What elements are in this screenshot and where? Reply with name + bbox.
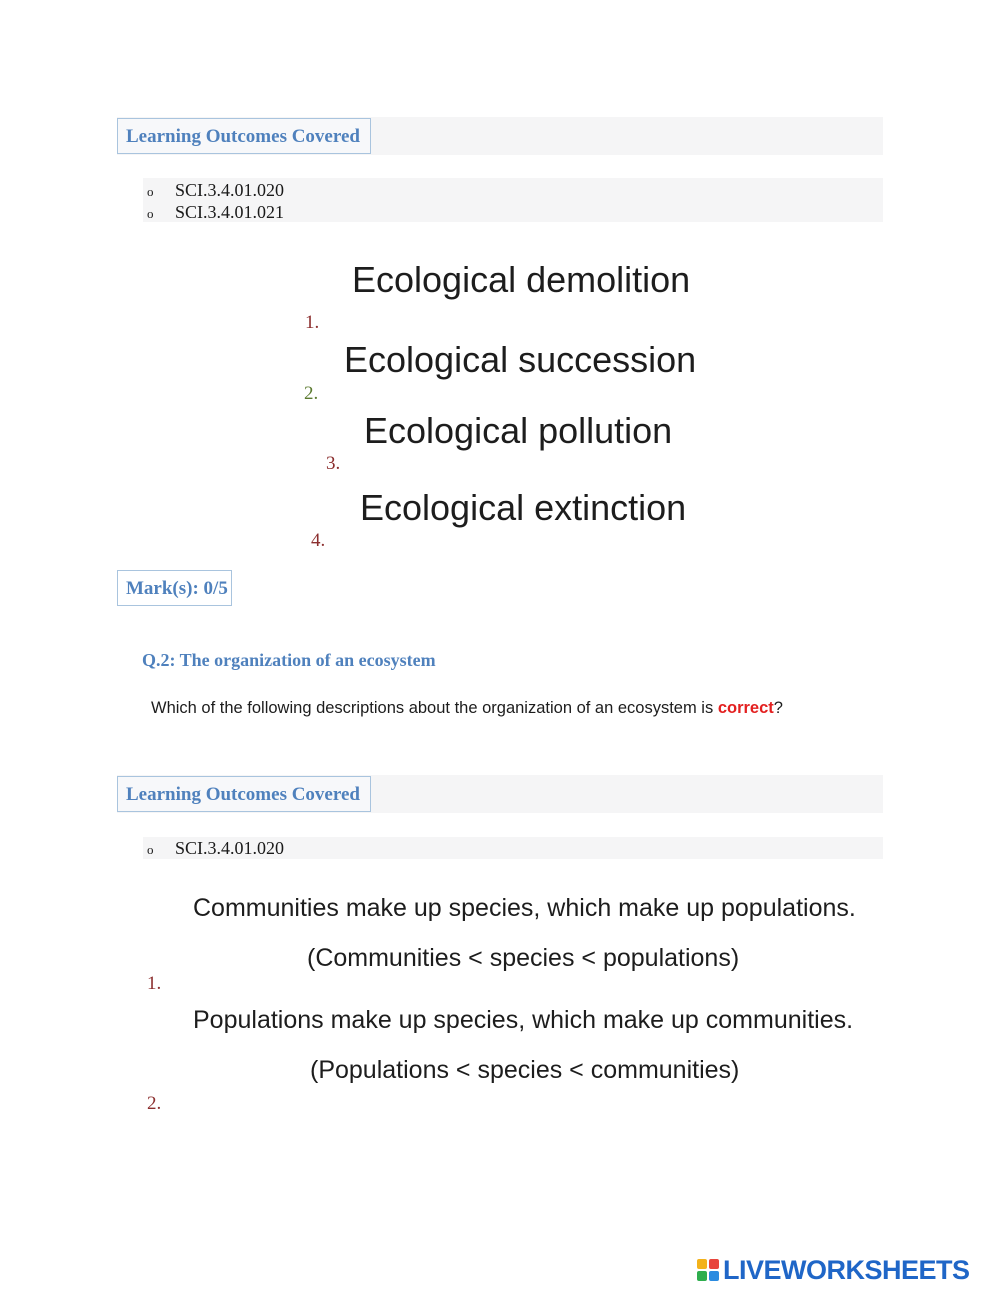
option-2-number[interactable]: 2. [147,1093,162,1114]
option-2-image-line2: (Populations < species < communities) [310,1056,740,1084]
option-4-number[interactable]: 4. [311,530,326,551]
logo-blocks-icon [697,1259,719,1281]
option-1-number[interactable]: 1. [305,312,320,333]
bullet-icon: o [147,842,154,857]
prompt-end: ? [773,699,783,717]
option-2-image-line1: Populations make up species, which make up communities. [193,1006,854,1034]
option-3-image-text: Ecological pollution [364,410,673,451]
marks-box: Mark(s): 0/5 [117,570,232,606]
liveworksheets-logo[interactable] [697,1255,970,1285]
learning-outcomes-title: Learning Outcomes Covered [117,118,371,154]
prompt-highlight: correct [717,699,774,717]
option-2-image-text: Ecological succession [344,339,697,380]
outcome-item [147,837,284,859]
option-1-image-line2: (Communities < species < populations) [307,944,740,972]
outcome-code: SCI.3.4.01.020 [175,838,285,858]
option-1-image-line1: Communities make up species, which make up populations. [193,894,856,922]
outcome-code: SCI.3.4.01.020 [175,180,285,200]
logo-text: LIVEWORKSHEETS [723,1254,970,1285]
option-4-image-text: Ecological extinction [360,487,687,528]
outcome-item [147,179,284,201]
option-3-number[interactable]: 3. [326,453,341,474]
learning-outcomes-title: Learning Outcomes Covered [117,776,371,812]
option-1-image-text: Ecological demolition [352,259,691,300]
prompt-text: Which of the following descriptions about the organization of an ecosystem is [151,699,718,717]
question-2-title: Q.2: The organization of an ecosystem [142,650,436,670]
bullet-icon: o [147,206,154,221]
outcome-item [147,201,284,223]
option-2-number[interactable]: 2. [304,383,319,404]
option-1-number[interactable]: 1. [147,973,162,994]
outcome-code: SCI.3.4.01.021 [175,202,285,222]
bullet-icon: o [147,184,154,199]
question-2-prompt [151,699,783,718]
